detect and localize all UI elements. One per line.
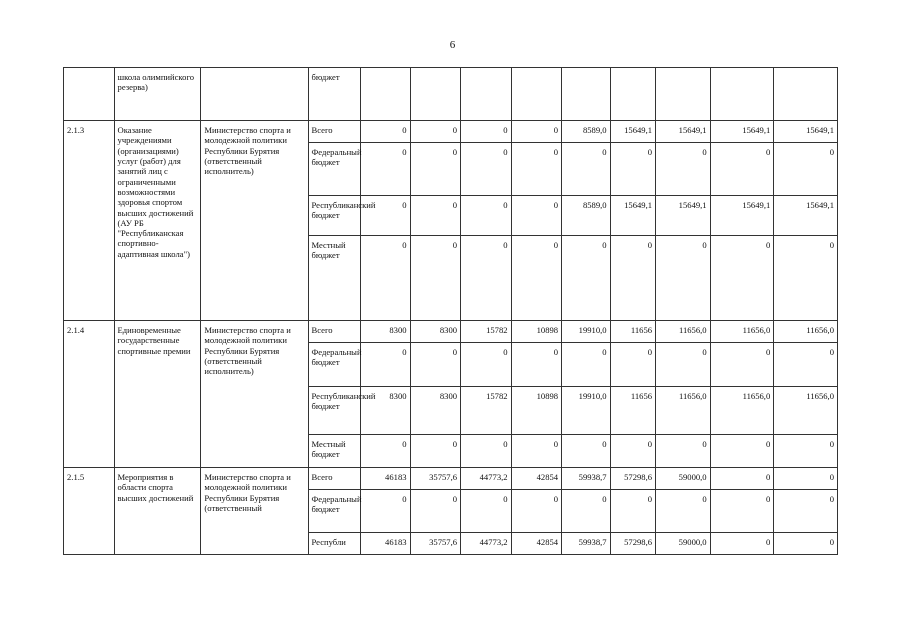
value-cell: 15649,1 [774,196,838,236]
value-cell: 15649,1 [656,121,711,143]
value-cell: 0 [562,435,611,468]
value-cell: 15782 [461,321,512,343]
value-cell: 0 [710,435,774,468]
value-cell: 0 [361,121,411,143]
value-cell: 0 [461,121,512,143]
value-cell: 11656 [610,387,655,435]
value-cell: 15649,1 [710,196,774,236]
name-cell: Оказание учреждениями (организациями) услуг (работ) для занятий лиц с ограниченными возможностями здоровья спортом высших достижений (АУ РБ "Республиканская спортивно-адаптивная школа") [114,121,201,321]
value-cell: 0 [656,490,711,533]
value-cell: 42854 [511,468,562,490]
value-cell: 15649,1 [774,121,838,143]
value-cell: 35757,6 [410,533,461,555]
value-cell: 0 [774,143,838,196]
table-row [64,468,838,490]
value-cell: 0 [610,343,655,387]
value-cell: 0 [461,196,512,236]
value-cell: 0 [410,435,461,468]
value-cell: 0 [656,236,711,321]
value-cell [610,68,655,121]
value-cell: 0 [511,196,562,236]
value-cell: 0 [562,143,611,196]
budget-table [63,67,838,555]
value-cell: 59000,0 [656,533,711,555]
value-cell: 11656,0 [656,321,711,343]
value-cell: 15782 [461,387,512,435]
value-cell: 15649,1 [610,121,655,143]
value-cell: 0 [562,236,611,321]
value-cell: 10898 [511,387,562,435]
value-cell: 0 [461,435,512,468]
value-cell: 0 [774,490,838,533]
value-cell [656,68,711,121]
value-cell: 0 [361,143,411,196]
value-cell: 8300 [361,387,411,435]
value-cell: 8589,0 [562,196,611,236]
value-cell: 8300 [410,387,461,435]
source-cell: Федеральный бюджет [308,343,361,387]
value-cell: 0 [656,343,711,387]
value-cell: 11656,0 [710,321,774,343]
value-cell [410,68,461,121]
code-cell: 2.1.5 [64,468,115,555]
value-cell: 0 [511,343,562,387]
value-cell: 0 [710,236,774,321]
value-cell: 11656,0 [710,387,774,435]
value-cell [774,68,838,121]
value-cell: 0 [410,490,461,533]
value-cell: 0 [511,121,562,143]
value-cell: 11656 [610,321,655,343]
name-cell: школа олимпийского резерва) [114,68,201,121]
value-cell: 0 [562,490,611,533]
table-row [64,121,838,143]
source-cell: Местный бюджет [308,435,361,468]
value-cell: 8300 [410,321,461,343]
table-row [64,68,838,121]
value-cell: 11656,0 [774,321,838,343]
value-cell: 0 [461,343,512,387]
value-cell: 0 [410,343,461,387]
value-cell: 11656,0 [774,387,838,435]
value-cell: 0 [511,435,562,468]
value-cell: 0 [710,343,774,387]
value-cell: 0 [461,236,512,321]
source-cell: Республиканский бюджет [308,387,361,435]
value-cell: 59000,0 [656,468,711,490]
org-cell [201,68,308,121]
value-cell: 0 [656,435,711,468]
code-cell: 2.1.4 [64,321,115,468]
value-cell: 15649,1 [656,196,711,236]
value-cell: 0 [511,490,562,533]
value-cell: 59938,7 [562,533,611,555]
name-cell: Единовременные государственные спортивные премии [114,321,201,468]
table-row [64,321,838,343]
value-cell [562,68,611,121]
source-cell: Местный бюджет [308,236,361,321]
value-cell: 0 [774,435,838,468]
value-cell: 0 [610,435,655,468]
value-cell [461,68,512,121]
value-cell: 0 [410,143,461,196]
source-cell: Республиканский бюджет [308,196,361,236]
value-cell: 0 [511,143,562,196]
value-cell: 8300 [361,321,411,343]
value-cell: 0 [774,533,838,555]
value-cell [710,68,774,121]
value-cell: 0 [361,236,411,321]
value-cell: 15649,1 [710,121,774,143]
value-cell: 10898 [511,321,562,343]
value-cell: 0 [511,236,562,321]
value-cell: 0 [610,490,655,533]
org-cell: Министерство спорта и молодежной политики Республики Бурятия (ответственный [201,468,308,555]
code-cell: 2.1.3 [64,121,115,321]
value-cell [511,68,562,121]
page-number: 6 [449,39,456,51]
value-cell: 0 [461,143,512,196]
value-cell [361,68,411,121]
value-cell: 19910,0 [562,387,611,435]
code-cell [64,68,115,121]
value-cell: 0 [610,143,655,196]
value-cell: 0 [361,435,411,468]
value-cell: 0 [410,196,461,236]
value-cell: 0 [361,343,411,387]
source-cell: Всего [308,321,361,343]
value-cell: 0 [710,143,774,196]
value-cell: 11656,0 [656,387,711,435]
value-cell: 0 [774,468,838,490]
value-cell: 57298,6 [610,468,655,490]
value-cell: 44773,2 [461,468,512,490]
value-cell: 0 [410,236,461,321]
value-cell: 0 [361,490,411,533]
value-cell: 0 [410,121,461,143]
value-cell: 0 [710,468,774,490]
value-cell: 0 [656,143,711,196]
source-cell: Федеральный бюджет [308,490,361,533]
value-cell: 0 [710,490,774,533]
value-cell: 0 [562,343,611,387]
value-cell: 19910,0 [562,321,611,343]
value-cell: 0 [610,236,655,321]
value-cell: 0 [361,196,411,236]
value-cell: 57298,6 [610,533,655,555]
value-cell: 15649,1 [610,196,655,236]
value-cell: 42854 [511,533,562,555]
value-cell: 0 [774,236,838,321]
source-cell: бюджет [308,68,361,121]
value-cell: 35757,6 [410,468,461,490]
value-cell: 59938,7 [562,468,611,490]
value-cell: 0 [774,343,838,387]
source-cell: Всего [308,121,361,143]
source-cell: Всего [308,468,361,490]
value-cell: 46183 [361,533,411,555]
source-cell: Федеральный бюджет [308,143,361,196]
value-cell: 46183 [361,468,411,490]
org-cell: Министерство спорта и молодежной политики Республики Бурятия (ответственный исполнитель) [201,321,308,468]
source-cell: Республи [308,533,361,555]
value-cell: 0 [710,533,774,555]
org-cell: Министерство спорта и молодежной политики Республики Бурятия (ответственный исполнитель) [201,121,308,321]
value-cell: 0 [461,490,512,533]
value-cell: 44773,2 [461,533,512,555]
value-cell: 8589,0 [562,121,611,143]
name-cell: Мероприятия в области спорта высших достижений [114,468,201,555]
